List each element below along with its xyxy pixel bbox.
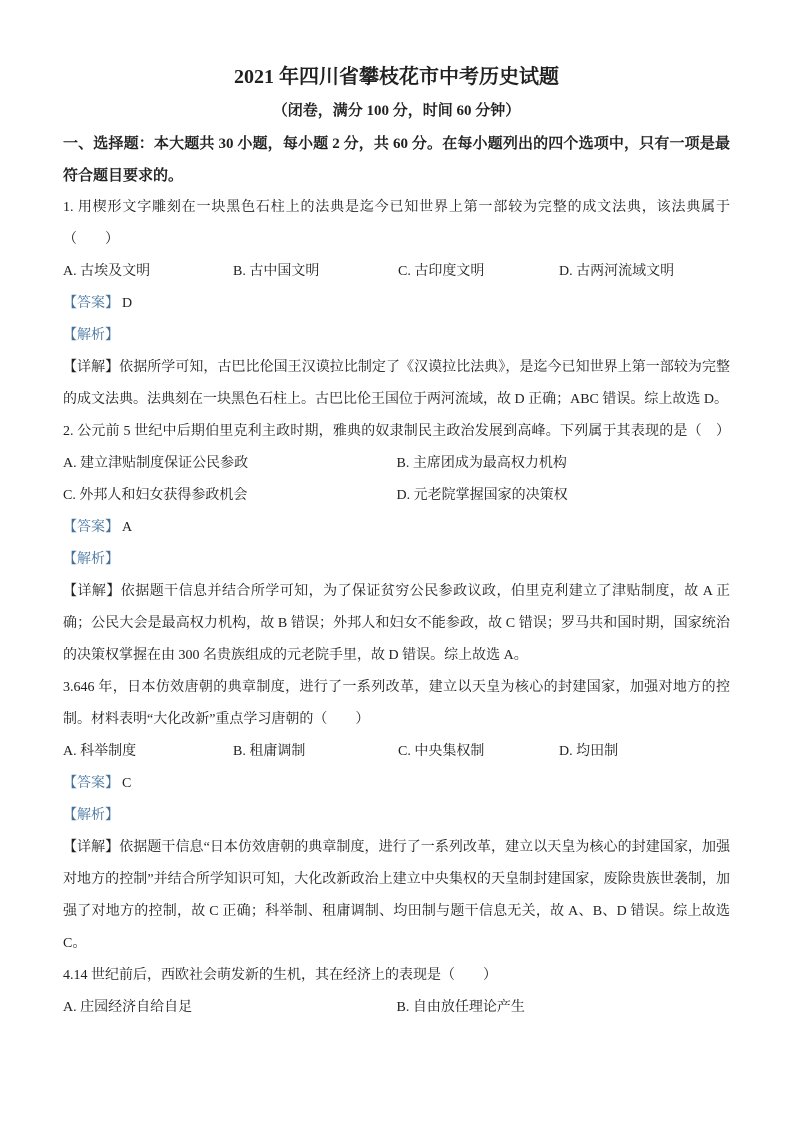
detail-label: 【详解】 [63,360,120,375]
options-row [63,448,730,512]
answer-value: A [122,520,133,535]
option-c: C. 古印度文明 [398,264,485,279]
answer-line [63,288,730,320]
question-2 [63,416,730,672]
question-4 [63,960,730,1024]
section-heading: 一、选择题：本大题共 30 小题，每小题 2 分，共 60 分。在每小题列出的四个选项中，只有一项是最符合题目要求的。 [63,136,730,184]
options-row [63,736,730,768]
question-3 [63,672,730,960]
option-d: D. 古两河流域文明 [559,264,675,279]
analysis-label: 【解析】 [63,808,119,823]
question-stem: 2. 公元前 5 世纪中后期伯里克利主政时期，雅典的奴隶制民主政治发展到高峰。下列属于其表现的是（ ） [63,424,730,439]
detail-paragraph [63,352,730,416]
options-row [63,992,730,1024]
option-a: A. 古埃及文明 [63,264,151,279]
detail-text: 依据题干信息“日本仿效唐朝的典章制度，进行了一系列改革，建立以天皇为核心的封建国家，加强对地方的控制”并结合所学知识可知，大化改新政治上建立中央集权的天皇制封建国家，废除贵族世袭制，加强了对地方的控制，故 C 正确；科举制、租庸调制、均田制与题干信息无关，故 A、B、D 错误。综上故选 C。 [63,840,731,951]
exam-meta: （闭卷，满分 100 分，时间 60 分钟） [272,103,521,119]
detail-paragraph [63,832,730,960]
answer-value: D [122,296,133,311]
option-d: D. 元老院掌握国家的决策权 [396,488,568,503]
question-stem: 3.646 年，日本仿效唐朝的典章制度，进行了一系列改革，建立以天皇为核心的封建国家，加强对地方的控制。材料表明“大化改新”重点学习唐朝的（ ） [63,680,730,727]
options-row [63,256,730,288]
answer-label: 【答案】 [63,296,119,311]
answer-label: 【答案】 [63,520,119,535]
page-title: 2021 年四川省攀枝花市中考历史试题 [234,66,559,88]
detail-paragraph [63,576,730,672]
option-d: D. 均田制 [559,744,619,759]
question-stem: 1. 用楔形文字雕刻在一块黑色石柱上的法典是迄今已知世界上第一部较为完整的成文法典，该法典属于 [63,200,730,215]
option-b: B. 自由放任理论产生 [396,1000,525,1015]
option-c: C. 中央集权制 [398,744,485,759]
option-b: B. 主席团成为最高权力机构 [396,456,567,471]
option-b: B. 古中国文明 [233,264,320,279]
detail-label: 【详解】 [63,840,120,855]
option-a: A. 庄园经济自给自足 [63,1000,193,1015]
answer-line [63,512,730,544]
answer-label: 【答案】 [63,776,119,791]
analysis-label: 【解析】 [63,328,119,343]
analysis-label: 【解析】 [63,552,119,567]
answer-value: C [122,776,132,791]
option-c: C. 外邦人和妇女获得参政机会 [63,488,248,503]
answer-blank-parens: （ ） [63,232,119,247]
question-1 [63,192,730,416]
option-a: A. 科举制度 [63,744,137,759]
detail-text: 依据题干信息并结合所学可知，为了保证贫穷公民参政议政，伯里克利建立了津贴制度，故 A 正确；公民大会是最高权力机构，故 B 错误；外邦人和妇女不能参政，故 C 错误；罗马共和国时期，国家统治的决策权掌握在由 300 名贵族组成的元老院手里，故 D 错误。综上故选 A。 [63,584,730,663]
answer-line [63,768,730,800]
question-stem: 4.14 世纪前后，西欧社会萌发新的生机，其在经济上的表现是（ ） [63,968,497,983]
option-a: A. 建立津贴制度保证公民参政 [63,456,249,471]
detail-label: 【详解】 [63,584,121,599]
option-b: B. 租庸调制 [233,744,306,759]
detail-text: 依据所学可知，古巴比伦国王汉谟拉比制定了《汉谟拉比法典》，是迄今已知世界上第一部较为完整的成文法典。法典刻在一块黑色石柱上。古巴比伦王国位于两河流域，故 D 正确；ABC 错误。综上故选 D。 [63,360,730,407]
